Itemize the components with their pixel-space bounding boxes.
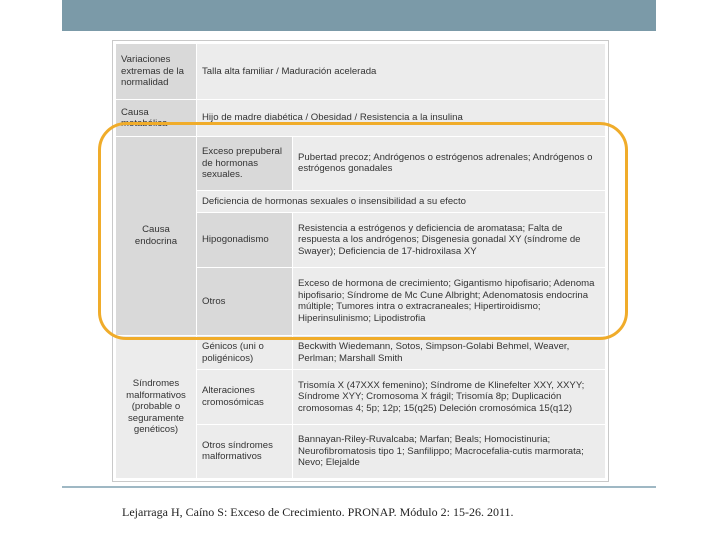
sub-description: Trisomía X (47XXX femenino); Síndrome de Klinefelter XXY, XXYY; Síndrome XYY; Cromosoma X frágil; Trisomía 8p; Duplicación cromosomas 4; 5p; 12p; 15(q25) Deleción cromosómica 15(q12)	[293, 370, 606, 424]
sub-label: Otros	[197, 267, 293, 335]
sub-description: Deficiencia de hormonas sexuales o insensibilidad a su efecto	[197, 191, 606, 213]
table-row	[116, 44, 606, 100]
sub-label: Alteraciones cromosómicas	[197, 370, 293, 424]
sub-description: Pubertad precoz; Andrógenos o estrógenos adrenales; Andrógenos o estrógenos gonadales	[293, 136, 606, 190]
row-description: Talla alta familiar / Maduración acelerada	[197, 44, 606, 100]
sub-description: Beckwith Wiedemann, Sotos, Simpson-Golabi Behmel, Weaver, Perlman; Marshall Smith	[293, 335, 606, 369]
table-row	[116, 100, 606, 136]
sub-description: Bannayan-Riley-Ruvalcaba; Marfan; Beals; Homocistinuria; Neurofibromatosis tipo 1; Sanfilippo; Macrocefalia-cutis marmorata; Nevo; Elejalde	[293, 424, 606, 478]
citation-text: Lejarraga H, Caíno S: Exceso de Crecimiento. PRONAP. Módulo 2: 15-26. 2011.	[122, 505, 514, 519]
footer-divider	[62, 486, 656, 488]
sub-label: Génicos (uni o poligénicos)	[197, 335, 293, 369]
growth-causes-table	[112, 40, 609, 482]
table-row	[116, 136, 606, 190]
row-description: Hijo de madre diabética / Obesidad / Resistencia a la insulina	[197, 100, 606, 136]
top-banner	[62, 0, 656, 31]
sub-description: Exceso de hormona de crecimiento; Gigantismo hipofisario; Adenoma hipofisario; Síndrome de Mc Cune Albright; Adenomatosis endocrina múltiple; Tumores intra o extracraneales; Hipertiroidismo; Hiperinsulinismo; Lipodistrofia	[293, 267, 606, 335]
sub-label: Exceso prepuberal de hormonas sexuales.	[197, 136, 293, 190]
sub-label: Otros síndromes malformativos	[197, 424, 293, 478]
sub-description: Resistencia a estrógenos y deficiencia de aromatasa; Falta de respuesta a los andrógenos; Disgenesia gonadal XY (síndrome de Swayer); Deficiencia de 17-hidroxilasa XY	[293, 213, 606, 267]
row-category: Causa endocrina	[116, 136, 197, 335]
table-row	[116, 335, 606, 369]
row-category: Causa metabólica	[116, 100, 197, 136]
sub-label: Hipogonadismo	[197, 213, 293, 267]
row-category: Síndromes malformativos (probable o seguramente genéticos)	[116, 335, 197, 478]
row-category: Variaciones extremas de la normalidad	[116, 44, 197, 100]
